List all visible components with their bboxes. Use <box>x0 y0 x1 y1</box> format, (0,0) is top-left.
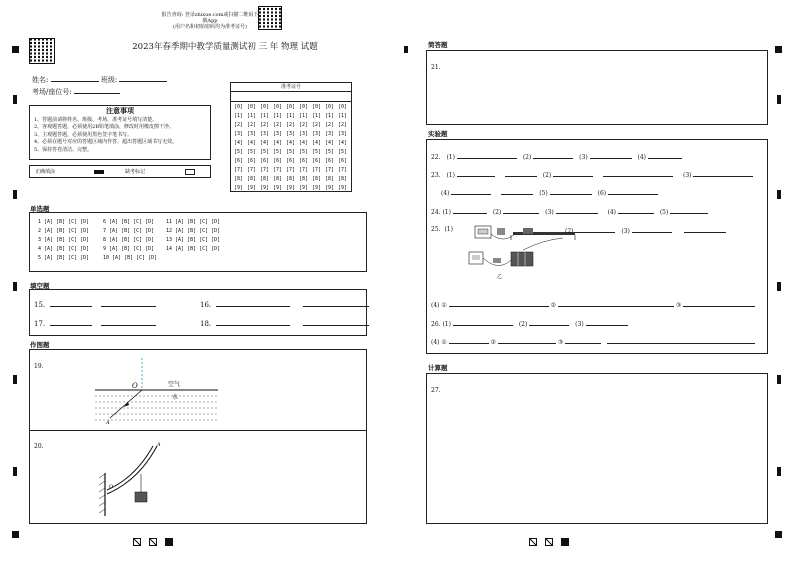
q22-part1: (1) <box>446 154 455 161</box>
short-answer-box <box>426 50 768 125</box>
exam-id-digit-bubble[interactable]: [8] <box>324 175 335 182</box>
sheet-qr-code <box>29 38 55 64</box>
exam-id-digit-bubble[interactable]: [8] <box>311 175 322 182</box>
q22-blank-3[interactable] <box>590 152 632 159</box>
exam-id-digit-bubble[interactable]: [4] <box>259 139 270 146</box>
side-marker <box>777 467 781 476</box>
corner-marker <box>12 531 19 538</box>
q23-blank-4[interactable] <box>603 170 673 177</box>
q26-label: 26. <box>431 321 441 328</box>
exam-id-digit-bubble[interactable]: [6] <box>272 157 283 164</box>
q25-part3: (3) <box>621 228 630 235</box>
notice-item: 1、答题前请将姓名、班级、考场、准考证号填写清楚。 <box>34 116 158 123</box>
q23-blank-2[interactable] <box>505 170 537 177</box>
q25-part1: (1) <box>444 226 453 233</box>
q22-part2: (2) <box>522 154 532 161</box>
side-marker <box>777 95 781 104</box>
mc-answer-row[interactable]: 6 [A] [B] [C] [D] <box>103 219 155 225</box>
q19-label: 19. <box>34 363 44 370</box>
class-label: 班级: <box>100 76 118 84</box>
name-field[interactable] <box>51 75 99 82</box>
correct-fill-label: 正确填涂 <box>35 169 56 175</box>
water-label: 水 <box>172 394 179 401</box>
exam-id-digit-bubble[interactable]: [9] <box>337 184 348 191</box>
q22-blank-1[interactable] <box>457 152 517 159</box>
exam-id-digit-bubble[interactable]: [6] <box>246 157 257 164</box>
exam-id-digit-bubble[interactable]: [1] <box>285 112 296 119</box>
exam-id-digit-bubble[interactable]: [6] <box>337 157 348 164</box>
exam-id-digit-bubble[interactable]: [0] <box>246 103 257 110</box>
side-marker <box>777 190 781 199</box>
q26-circle-1: ① <box>441 339 447 346</box>
exam-id-digit-bubble[interactable]: [9] <box>324 184 335 191</box>
refraction-figure <box>90 356 220 426</box>
q15-blank-1[interactable] <box>50 300 92 307</box>
corner-marker <box>775 531 782 538</box>
q25-blank-5[interactable] <box>558 300 674 307</box>
mc-answer-row[interactable]: 12 [A] [B] [C] [D] <box>166 228 221 234</box>
exam-id-digit-bubble[interactable]: [0] <box>337 103 348 110</box>
correct-fill-sample <box>94 170 104 174</box>
exam-id-digit-bubble[interactable]: [7] <box>298 166 309 173</box>
exam-id-digit-bubble[interactable]: [5] <box>246 148 257 155</box>
exam-id-digit-bubble[interactable]: [7] <box>337 166 348 173</box>
exam-id-digit-bubble[interactable]: [2] <box>324 121 335 128</box>
q22-part4: (4) <box>637 154 646 161</box>
q26-part1: (1) <box>442 321 451 328</box>
room-field[interactable] <box>74 87 120 94</box>
drawing-box <box>29 349 367 524</box>
exam-id-digit-bubble[interactable]: [7] <box>233 166 244 173</box>
q16-blank-1[interactable] <box>216 300 290 307</box>
exam-id-digit-bubble[interactable]: [5] <box>337 148 348 155</box>
exam-id-digit-bubble[interactable]: [6] <box>298 157 309 164</box>
exam-id-digit-bubble[interactable]: [3] <box>272 130 283 137</box>
q26-blank-6[interactable] <box>565 337 601 344</box>
absent-mark-box[interactable] <box>185 169 195 175</box>
exam-id-digit-bubble[interactable]: [5] <box>324 148 335 155</box>
q25-circle-3: ③ <box>675 302 682 309</box>
exam-id-title: 准考证号 <box>231 83 351 92</box>
mc-box <box>29 212 367 272</box>
exam-id-digit-bubble[interactable]: [0] <box>298 103 309 110</box>
exam-id-digit-bubble[interactable]: [9] <box>298 184 309 191</box>
q15-blank-2[interactable] <box>101 300 156 307</box>
exam-id-digit-bubble[interactable]: [2] <box>246 121 257 128</box>
lever-figure <box>95 438 185 518</box>
q21-label: 21. <box>431 64 441 71</box>
exam-id-digit-bubble[interactable]: [5] <box>233 148 244 155</box>
notice-item: 5、保持答卷清洁、完整。 <box>34 146 93 153</box>
exam-title: 2023年春季期中教学质量测试初 三 年 物理 试题 <box>132 42 318 52</box>
exam-id-digit-bubble[interactable]: [4] <box>337 139 348 146</box>
exam-id-digit-bubble[interactable]: [4] <box>272 139 283 146</box>
q25-apparatus-figure <box>463 222 581 282</box>
side-marker <box>777 375 781 384</box>
exam-id-digit-bubble[interactable]: [4] <box>324 139 335 146</box>
q24-part3: (3) <box>545 209 554 216</box>
exam-id-digit-bubble[interactable]: [2] <box>259 121 270 128</box>
notice-item: 4、必须在题号对应的答题区域内作答，超出答题区域书写无效。 <box>34 139 178 146</box>
side-marker <box>13 375 17 384</box>
exam-id-box <box>230 82 352 192</box>
exam-id-digit-bubble[interactable]: [8] <box>246 175 257 182</box>
mc-answer-row[interactable]: 1 [A] [B] [C] [D] <box>38 219 90 225</box>
q22-blank-4[interactable] <box>648 152 682 159</box>
notice-item: 3、主观题答题，必须使用黑色签字笔书写。 <box>34 131 133 138</box>
exam-id-digit-bubble[interactable]: [9] <box>272 184 283 191</box>
q23-part4: (4) <box>441 190 450 197</box>
exam-id-digit-bubble[interactable]: [0] <box>259 103 270 110</box>
exam-id-digit-bubble[interactable]: [7] <box>259 166 270 173</box>
exam-id-digit-bubble[interactable]: [9] <box>311 184 322 191</box>
exam-id-digit-bubble[interactable]: [1] <box>272 112 283 119</box>
exam-id-digit-bubble[interactable]: [3] <box>337 130 348 137</box>
q25-circle-1: ① <box>441 302 447 309</box>
exam-id-digit-bubble[interactable]: [4] <box>311 139 322 146</box>
exam-id-digit-bubble[interactable]: [7] <box>272 166 283 173</box>
q26-blank-4[interactable] <box>449 337 489 344</box>
q23-part3: (3) <box>683 172 692 179</box>
exam-id-digit-bubble[interactable]: [9] <box>246 184 257 191</box>
q24-blank-5[interactable] <box>670 207 708 214</box>
bottom-markers-left <box>133 531 173 550</box>
exam-id-digit-bubble[interactable]: [1] <box>298 112 309 119</box>
exam-id-digit-bubble[interactable]: [5] <box>272 148 283 155</box>
section-short-answer: 简答题 <box>428 41 448 49</box>
exam-id-digit-bubble[interactable]: [7] <box>324 166 335 173</box>
absent-mark-label: 缺考标记 <box>125 169 146 175</box>
q25-blank-2[interactable] <box>632 226 672 233</box>
notice-item: 2、客观题答题，必须使用2B铅笔填涂，修改时用橡皮擦干净。 <box>34 124 175 131</box>
exam-id-digit-bubble[interactable]: [2] <box>272 121 283 128</box>
side-marker <box>13 190 17 199</box>
q16-label: 16. <box>200 301 212 309</box>
exam-id-digit-bubble[interactable]: [9] <box>233 184 244 191</box>
section-calculation: 计算题 <box>428 364 448 372</box>
mc-answer-row[interactable]: 3 [A] [B] [C] [D] <box>38 237 90 243</box>
name-label: 姓名: <box>32 76 49 84</box>
q24-part2: (2) <box>492 209 502 216</box>
exam-id-digit-bubble[interactable]: [8] <box>233 175 244 182</box>
q17-blank-2[interactable] <box>101 319 156 326</box>
q23-blank-5[interactable] <box>693 170 753 177</box>
q23-blank-7[interactable] <box>501 188 533 195</box>
q25-blank-1[interactable] <box>575 226 615 233</box>
exam-id-digit-bubble[interactable]: [7] <box>311 166 322 173</box>
q23-blank-1[interactable] <box>457 170 495 177</box>
mc-answer-row[interactable]: 14 [A] [B] [C] [D] <box>166 246 221 252</box>
exam-id-digit-bubble[interactable]: [6] <box>259 157 270 164</box>
q24-blank-2[interactable] <box>503 207 539 214</box>
q24-part1: (1) <box>442 209 451 216</box>
q23-part5: (5) <box>539 190 548 197</box>
q27-label: 27. <box>431 387 441 394</box>
exam-id-digit-bubble[interactable]: [3] <box>259 130 270 137</box>
exam-id-digit-bubble[interactable]: [1] <box>311 112 322 119</box>
exam-id-digit-bubble[interactable]: [0] <box>311 103 322 110</box>
notice-box <box>29 105 211 160</box>
end-A-label: A <box>157 442 161 448</box>
exam-id-digit-bubble[interactable]: [1] <box>246 112 257 119</box>
q23-part2: (2) <box>542 172 552 179</box>
point-O-label: O <box>132 382 138 390</box>
q18-blank-2[interactable] <box>303 319 369 326</box>
exam-id-digit-bubble[interactable]: [5] <box>311 148 322 155</box>
exam-id-digit-bubble[interactable]: [1] <box>324 112 335 119</box>
notice-title: 注意事项 <box>106 106 134 115</box>
exam-id-digit-bubble[interactable]: [1] <box>233 112 244 119</box>
q26-blank-7[interactable] <box>607 337 755 344</box>
q23-blank-8[interactable] <box>550 188 592 195</box>
q24-part5: (5) <box>659 209 669 216</box>
side-marker <box>13 467 17 476</box>
q26-part4: (4) <box>431 339 440 346</box>
q26-circle-3: ③ <box>557 339 564 346</box>
q26-circle-2: ② <box>490 339 497 346</box>
mc-answer-row[interactable]: 4 [A] [B] [C] [D] <box>38 246 90 252</box>
exam-id-digit-bubble[interactable]: [4] <box>298 139 309 146</box>
mc-answer-row[interactable]: 7 [A] [B] [C] [D] <box>103 228 155 234</box>
q23-part6: (6) <box>597 190 607 197</box>
exam-id-digit-bubble[interactable]: [7] <box>285 166 296 173</box>
q24-part4: (4) <box>607 209 616 216</box>
q26-blank-1[interactable] <box>453 319 513 326</box>
q25-circle-2: ② <box>550 302 557 309</box>
q25-blank-6[interactable] <box>683 300 755 307</box>
q25-part4: (4) <box>431 302 440 309</box>
exam-id-digit-bubble[interactable]: [8] <box>337 175 348 182</box>
q20-label: 20. <box>34 443 44 450</box>
exam-id-digit-bubble[interactable]: [3] <box>324 130 335 137</box>
q23-part1: (1) <box>446 172 455 179</box>
exam-id-digit-bubble[interactable]: [2] <box>311 121 322 128</box>
q26-part3: (3) <box>575 321 584 328</box>
point-A-label: A <box>106 420 110 426</box>
exam-id-digit-bubble[interactable]: [8] <box>272 175 283 182</box>
q24-label: 24. <box>431 209 441 216</box>
mc-answer-row[interactable]: 10 [A] [B] [C] [D] <box>103 255 158 261</box>
corner-marker <box>12 46 19 53</box>
exam-id-digit-bubble[interactable]: [4] <box>285 139 296 146</box>
exam-id-digit-bubble[interactable]: [2] <box>285 121 296 128</box>
mc-answer-row[interactable]: 2 [A] [B] [C] [D] <box>38 228 90 234</box>
mc-answer-row[interactable]: 8 [A] [B] [C] [D] <box>103 237 155 243</box>
corner-marker <box>775 46 782 53</box>
section-experiment: 实验题 <box>428 130 448 138</box>
calc-box <box>426 373 768 524</box>
q17-blank-1[interactable] <box>50 319 92 326</box>
q23-blank-3[interactable] <box>553 170 593 177</box>
q22-blank-2[interactable] <box>533 152 573 159</box>
q22-label: 22. <box>431 154 441 161</box>
exam-id-digit-bubble[interactable]: [9] <box>259 184 270 191</box>
exam-id-digit-bubble[interactable]: [2] <box>233 121 244 128</box>
mc-answer-row[interactable]: 13 [A] [B] [C] [D] <box>166 237 221 243</box>
exam-id-digit-bubble[interactable]: [6] <box>285 157 296 164</box>
exam-id-digit-bubble[interactable]: [8] <box>298 175 309 182</box>
report-note-line2: (用户名和初始密码均为准考证号) <box>173 24 247 30</box>
exam-id-digit-bubble[interactable]: [8] <box>285 175 296 182</box>
q23-blank-9[interactable] <box>608 188 658 195</box>
report-note-line1: 报告查询: 登录zhixue.com或扫描二维码下载App <box>161 12 259 24</box>
exam-id-digit-bubble[interactable]: [3] <box>311 130 322 137</box>
app-qr-code <box>258 6 282 30</box>
exam-id-digit-bubble[interactable]: [3] <box>246 130 257 137</box>
q26-blank-2[interactable] <box>529 319 569 326</box>
exam-id-digit-bubble[interactable]: [6] <box>233 157 244 164</box>
section-single-choice: 单选题 <box>30 205 50 213</box>
q24-blank-1[interactable] <box>453 207 487 214</box>
air-label: 空气 <box>168 381 181 388</box>
q17-label: 17. <box>34 320 46 328</box>
q25-blank-3[interactable] <box>684 226 726 233</box>
pivot-O-label: O <box>109 484 114 490</box>
q25-blank-4[interactable] <box>449 300 549 307</box>
class-field[interactable] <box>119 75 167 82</box>
q24-blank-4[interactable] <box>618 207 654 214</box>
exam-id-digit-bubble[interactable]: [4] <box>246 139 257 146</box>
exam-id-digit-bubble[interactable]: [4] <box>233 139 244 146</box>
side-marker <box>777 282 781 291</box>
exam-id-digit-bubble[interactable]: [3] <box>298 130 309 137</box>
top-marker <box>404 46 408 53</box>
q26-blank-5[interactable] <box>498 337 556 344</box>
q26-blank-3[interactable] <box>586 319 628 326</box>
q18-blank-1[interactable] <box>216 319 290 326</box>
mc-answer-row[interactable]: 9 [A] [B] [C] [D] <box>103 246 155 252</box>
section-drawing: 作图题 <box>30 341 50 349</box>
exam-id-digit-bubble[interactable]: [9] <box>285 184 296 191</box>
exam-id-digit-bubble[interactable]: [7] <box>246 166 257 173</box>
exam-id-digit-bubble[interactable]: [8] <box>259 175 270 182</box>
fill-legend <box>29 165 211 178</box>
bottom-markers-right <box>529 531 569 550</box>
exam-id-digit-bubble[interactable]: [1] <box>337 112 348 119</box>
exam-id-digit-bubble[interactable]: [3] <box>285 130 296 137</box>
mc-answer-row[interactable]: 11 [A] [B] [C] [D] <box>166 219 221 225</box>
room-label: 考场/座位号: <box>32 88 72 96</box>
q26-part2: (2) <box>518 321 528 328</box>
q18-label: 18. <box>200 320 212 328</box>
q25-part2: (2) <box>565 228 574 235</box>
section-fill-blank: 填空题 <box>30 282 50 290</box>
exam-id-digit-bubble[interactable]: [0] <box>272 103 283 110</box>
fill-box <box>29 289 367 336</box>
exam-id-digit-bubble[interactable]: [0] <box>233 103 244 110</box>
exam-id-digit-bubble[interactable]: [6] <box>324 157 335 164</box>
q15-label: 15. <box>34 301 46 309</box>
exam-id-digit-bubble[interactable]: [5] <box>298 148 309 155</box>
exam-id-digit-bubble[interactable]: [2] <box>298 121 309 128</box>
mc-answer-row[interactable]: 5 [A] [B] [C] [D] <box>38 255 90 261</box>
q23-blank-6[interactable] <box>451 188 491 195</box>
q23-label: 23. <box>431 172 441 179</box>
side-marker <box>13 95 17 104</box>
exam-id-digit-bubble[interactable]: [5] <box>259 148 270 155</box>
q22-part3: (3) <box>579 154 588 161</box>
exam-id-digit-bubble[interactable]: [2] <box>337 121 348 128</box>
exam-id-digit-bubble[interactable]: [0] <box>285 103 296 110</box>
q24-blank-3[interactable] <box>556 207 598 214</box>
q25-label: 25. <box>431 226 441 233</box>
exam-id-digit-bubble[interactable]: [0] <box>324 103 335 110</box>
exam-id-digit-bubble[interactable]: [6] <box>311 157 322 164</box>
q16-blank-2[interactable] <box>303 300 369 307</box>
exam-id-digit-bubble[interactable]: [5] <box>285 148 296 155</box>
side-marker <box>13 282 17 291</box>
figure-label-yi: 乙 <box>497 274 503 280</box>
exam-id-digit-bubble[interactable]: [1] <box>259 112 270 119</box>
experiment-box <box>426 139 768 354</box>
exam-id-digit-bubble[interactable]: [3] <box>233 130 244 137</box>
